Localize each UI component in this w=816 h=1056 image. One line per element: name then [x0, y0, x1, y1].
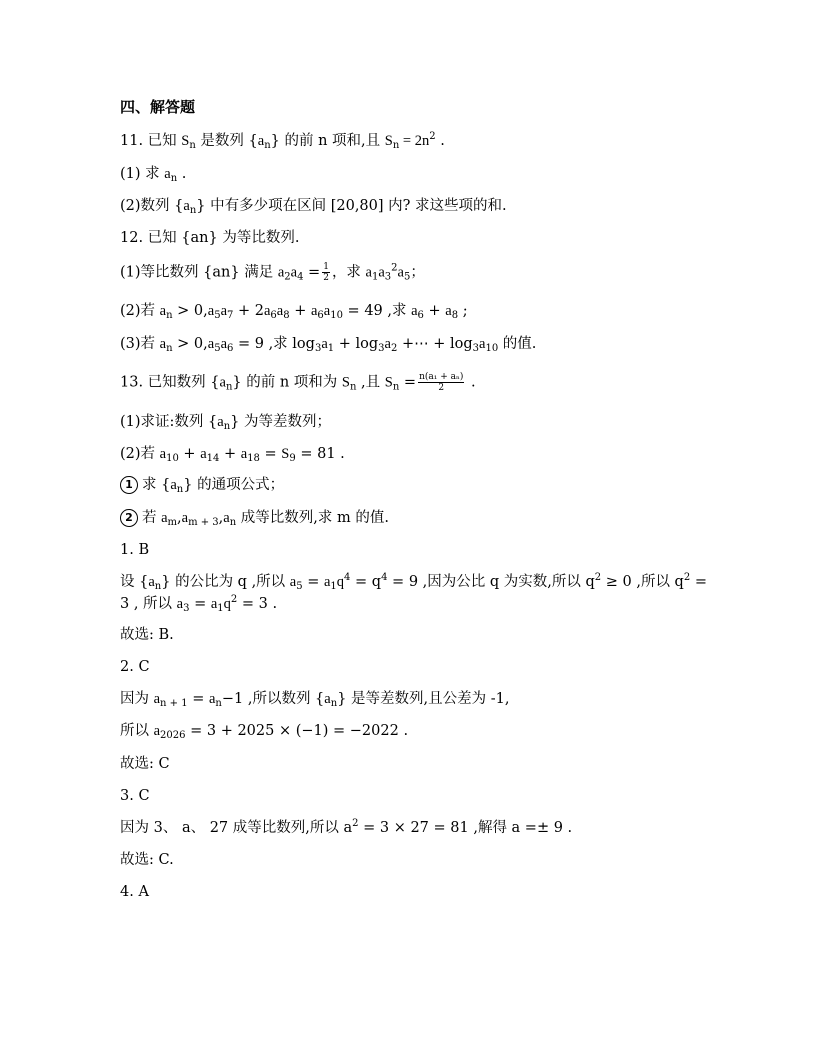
answer-3-label: 3. C: [120, 788, 150, 804]
answer-1-selection: 故选: B.: [120, 627, 174, 643]
question-13: 13. 已知数列 $\{a_n\}$ 的前 n 项和为 $S_n$ ,且 $S_n$ = $\frac{\text{n(a₁ + aₙ)}}{2}$ .: [120, 372, 476, 393]
question-13-part-2-sub-1: 1 求 $\{a_n\}$ 的通项公式；: [120, 475, 696, 495]
circled-number-one: 1: [120, 476, 138, 494]
section-title: 四、解答题: [120, 98, 196, 116]
answer-1-line-2: 3 , 所以 $a_3 = a_1q^2 = 3$ .: [120, 594, 278, 614]
answer-2-label: 2. C: [120, 659, 150, 675]
answer-2-line-1: 因为 $a_{n + 1} = a_n-1$ ,所以数列 $\{a_n\}$ 是等差数列,且公差为 -1,: [120, 691, 510, 709]
answer-1-label: 1. B: [120, 542, 150, 558]
answer-3-selection: 故选: C.: [120, 852, 174, 868]
answer-4-label: 4. A: [120, 884, 149, 900]
fraction-sum-formula: $\frac{\text{n(a₁ + aₙ)}}{2}$: [419, 372, 464, 393]
fraction-one-half: $\frac{1}{2}$: [323, 262, 329, 283]
question-12-part-2: (2)若 $a_n > 0,a_5a_7 + 2a_6a_8 + a_6a_{10} = 49$ ,求 $a_6 + a_8$ ;: [120, 303, 468, 321]
answer-1-line-1: 设 $\{a_n\}$ 的公比为 q ,所以 $a_5 = a_1q^4 = q^4 = 9$ ,因为公比 q 为实数,所以 $q^2 \ge 0$ ,所以 $q^2$ =: [120, 572, 707, 592]
question-13-part-2: (2)若 $a_{10} + a_{14} + a_{18} = S_9 = 81$ .: [120, 446, 345, 464]
question-13-part-1: (1)求证:数列 $\{a_n\}$ 为等差数列；: [120, 414, 331, 432]
answer-2-line-2: 所以 $a_{2026} = 3 + 2025 \times (-1) = -2022$ .: [120, 723, 409, 741]
question-12-part-3: (3)若 $a_n > 0,a_5a_6 = 9$ ,求 $\log_3a_1 + \log_3a_2$ +⋯ + $\log_3a_{10}$ 的值.: [120, 336, 537, 354]
answer-2-selection: 故选: C: [120, 756, 170, 772]
question-13-part-2-sub-2: 2 若 $a_m,a_{m + 3},a_n$ 成等比数列,求 m 的值.: [120, 508, 696, 528]
circled-number-two: 2: [120, 509, 138, 527]
answer-3-line-1: 因为 3、 a、 27 成等比数列,所以 $a^2 = 3 \times 27 = 81$ ,解得 a =± 9 .: [120, 818, 573, 836]
question-12-part-1: (1)等比数列 {an} 满足 $a_2a_4$ = $\frac{1}{2}$ ，求 $a_1a_3^2a_5$；: [120, 262, 425, 283]
question-11: 11. 已知 $S_n$ 是数列 $\{a_n\}$ 的前 n 项和,且 $S_n = 2n^2$ .: [120, 131, 445, 151]
question-11-part-2: (2)数列 $\{a_n\}$ 中有多少项在区间 [20,80] 内? 求这些项的和.: [120, 198, 507, 216]
question-11-part-1: (1) 求 $a_n$ .: [120, 166, 187, 184]
question-12: 12. 已知 {an} 为等比数列.: [120, 230, 300, 246]
